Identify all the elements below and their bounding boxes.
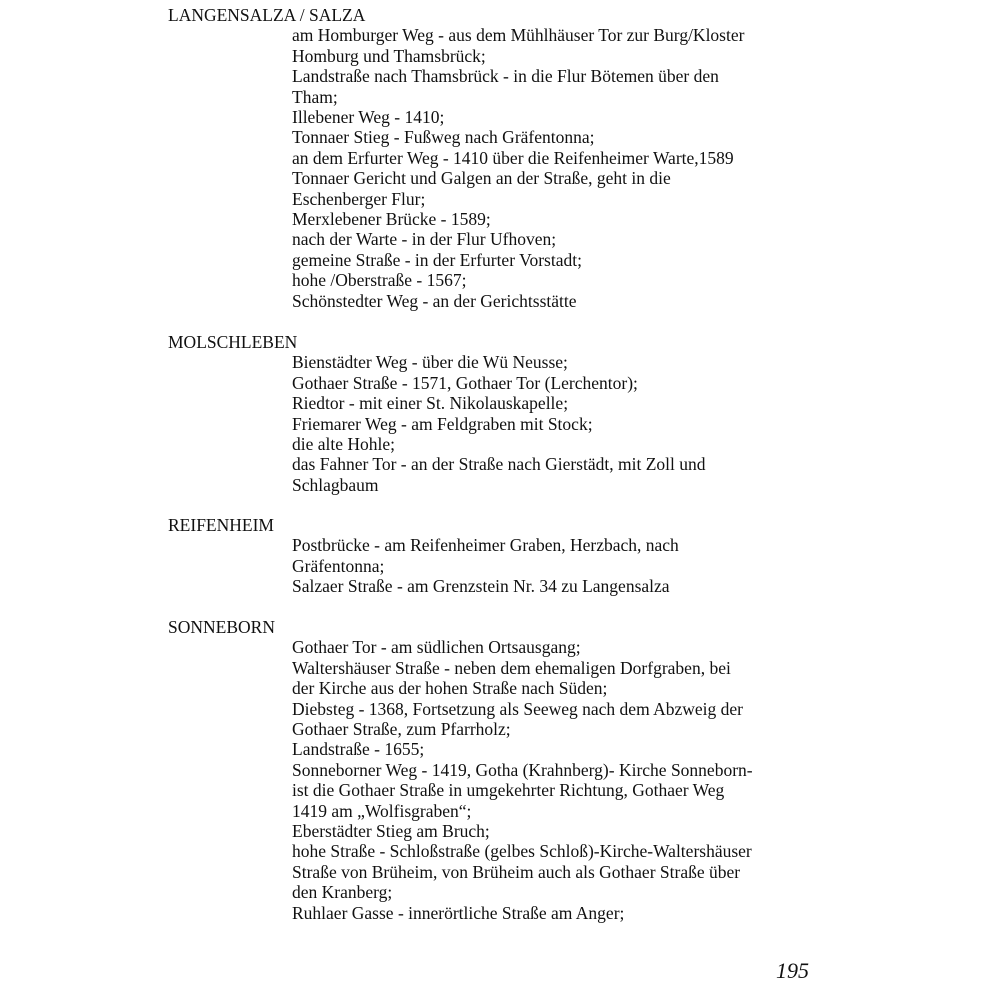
section-reifenheim: [168, 515, 828, 597]
entry-line: Landstraße nach Thamsbrück - in die Flur Bötemen über den: [292, 66, 719, 87]
entry-line: das Fahner Tor - an der Straße nach Gierstädt, mit Zoll und: [292, 454, 706, 475]
entry-line: Schlagbaum: [292, 474, 379, 495]
entry-list: [292, 637, 828, 923]
entry-line: hohe /Oberstraße - 1567;: [292, 270, 467, 291]
section-heading: MOLSCHLEBEN: [168, 332, 298, 352]
page-number: 195: [776, 958, 809, 983]
entry-list: [292, 352, 828, 495]
entry-line: am Homburger Weg - aus dem Mühlhäuser Tor zur Burg/Kloster: [292, 25, 745, 46]
entry-line: Tham;: [292, 86, 338, 107]
entry-line: Merxlebener Brücke - 1589;: [292, 209, 491, 230]
entry-line: nach der Warte - in der Flur Ufhoven;: [292, 229, 557, 250]
entry-line: die alte Hohle;: [292, 434, 396, 455]
entry-line: ist die Gothaer Straße in umgekehrter Richtung, Gothaer Weg: [292, 780, 725, 801]
entry-line: Friemarer Weg - am Feldgraben mit Stock;: [292, 413, 593, 434]
entry-line: Salzaer Straße - am Grenzstein Nr. 34 zu Langensalza: [292, 576, 670, 597]
section-langensalza: [168, 5, 828, 311]
entry-line: 1419 am „Wolfisgraben“;: [292, 800, 472, 821]
section-molschleben: [168, 332, 828, 495]
entry-line: Diebsteg - 1368, Fortsetzung als Seeweg nach dem Abzweig der: [292, 698, 743, 719]
section-heading: SONNEBORN: [168, 617, 275, 637]
entry-line: Postbrücke - am Reifenheimer Graben, Herzbach, nach: [292, 535, 679, 556]
entry-line: Gothaer Tor - am südlichen Ortsausgang;: [292, 637, 581, 658]
entry-line: Gräfentonna;: [292, 555, 385, 576]
entry-line: gemeine Straße - in der Erfurter Vorstadt;: [292, 249, 582, 270]
entry-line: Schönstedter Weg - an der Gerichtsstätte: [292, 290, 577, 311]
entry-line: Tonnaer Gericht und Galgen an der Straße, geht in die: [292, 168, 671, 189]
entry-line: Eschenberger Flur;: [292, 188, 426, 209]
entry-line: Bienstädter Weg - über die Wü Neusse;: [292, 352, 568, 373]
entry-list: [292, 25, 828, 311]
entry-line: Ruhlaer Gasse - innerörtliche Straße am Anger;: [292, 902, 625, 923]
entry-line: Waltershäuser Straße - neben dem ehemaligen Dorfgraben, bei: [292, 657, 731, 678]
entry-line: Illebener Weg - 1410;: [292, 107, 445, 128]
entry-line: Gothaer Straße, zum Pfarrholz;: [292, 719, 511, 740]
entry-line: an dem Erfurter Weg - 1410 über die Reifenheimer Warte,1589: [292, 147, 734, 168]
section-sonneborn: [168, 617, 828, 923]
entry-line: den Kranberg;: [292, 882, 393, 903]
entry-line: Eberstädter Stieg am Bruch;: [292, 821, 490, 842]
entry-line: Straße von Brüheim, von Brüheim auch als Gothaer Straße über: [292, 861, 741, 882]
section-heading: REIFENHEIM: [168, 515, 274, 535]
entry-line: Tonnaer Stieg - Fußweg nach Gräfentonna;: [292, 127, 595, 148]
entry-line: Homburg und Thamsbrück;: [292, 45, 486, 66]
entry-line: Riedtor - mit einer St. Nikolauskapelle;: [292, 393, 569, 414]
entry-line: Gothaer Straße - 1571, Gothaer Tor (Lerchentor);: [292, 372, 638, 393]
entry-line: hohe Straße - Schloßstraße (gelbes Schloß)-Kirche-Waltershäuser: [292, 841, 752, 862]
entry-line: der Kirche aus der hohen Straße nach Süden;: [292, 678, 608, 699]
entry-line: Landstraße - 1655;: [292, 739, 425, 760]
entry-list: [292, 535, 828, 596]
entry-line: Sonneborner Weg - 1419, Gotha (Krahnberg)- Kirche Sonneborn-: [292, 759, 753, 780]
section-heading: LANGENSALZA / SALZA: [168, 5, 366, 25]
